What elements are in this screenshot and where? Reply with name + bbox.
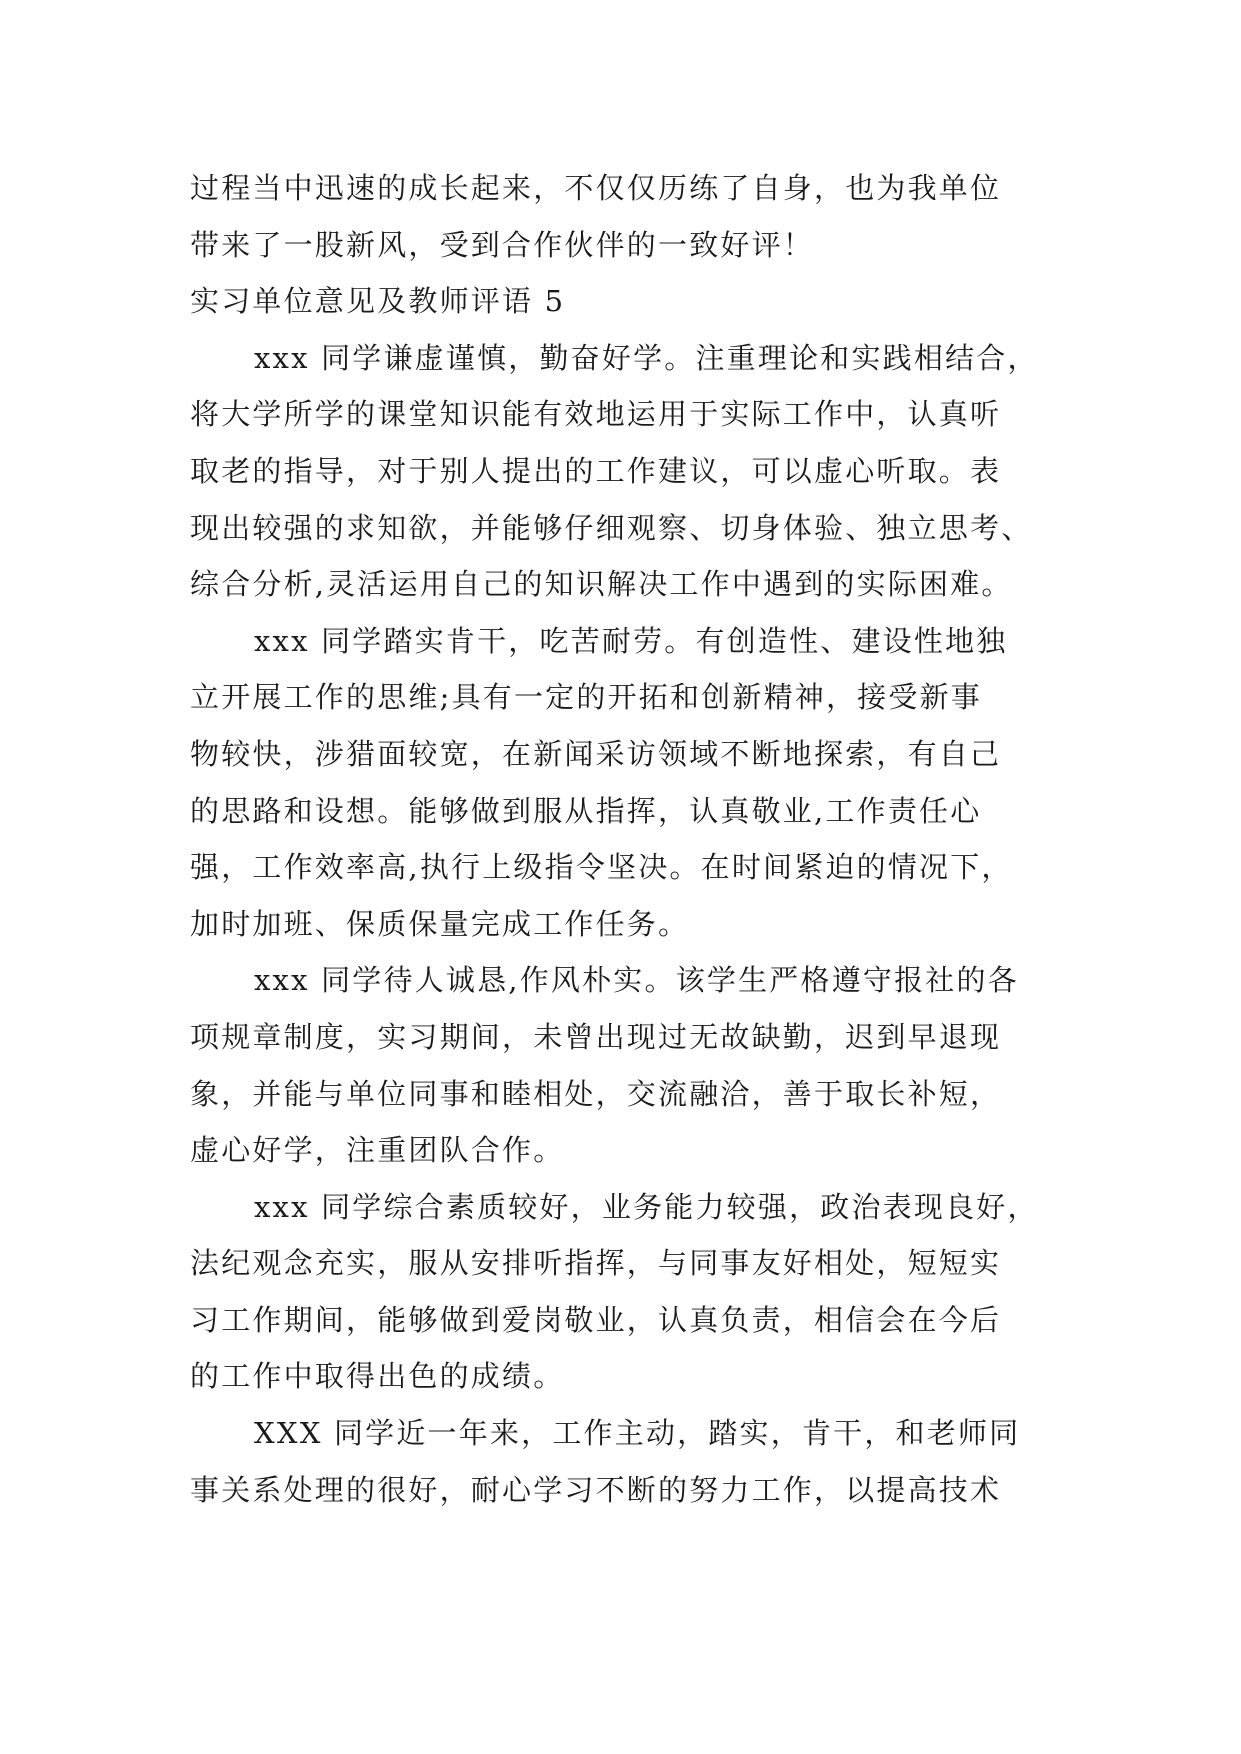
paragraph-first-line: xxx 同学谦虚谨慎，勤奋好学。注重理论和实践相结合， (254, 340, 1039, 375)
section-heading: 实习单位意见及教师评语 5 (190, 284, 566, 319)
text-line: 加时加班、保质保量完成工作任务。 (190, 906, 690, 941)
text-line: 象，并能与单位同事和睦相处，交流融洽，善于取长补短， (190, 1076, 1002, 1111)
text-line: 综合分析,灵活运用自己的知识解决工作中遇到的实际困难。 (190, 567, 1013, 602)
paragraph-first-line: xxx 同学踏实肯干，吃苦耐劳。有创造性、建设性地独 (254, 623, 1008, 658)
text-line: 强，工作效率高,执行上级指令坚决。在时间紧迫的情况下， (190, 850, 1013, 885)
text-line: 的工作中取得出色的成绩。 (190, 1359, 565, 1394)
text-line: 过程当中迅速的成长起来，不仅仅历练了自身，也为我单位 (190, 171, 1002, 205)
text-line: 物较快，涉猎面较宽，在新闻采访领域不断地探索，有自己 (190, 736, 1002, 771)
text-line: 取老的指导，对于别人提出的工作建议，可以虚心听取。表 (190, 453, 1002, 488)
text-line: 虚心好学，注重团队合作。 (190, 1133, 565, 1168)
text-line: 将大学所学的课堂知识能有效地运用于实际工作中，认真听 (190, 397, 1002, 432)
text-line: 立开展工作的思维;具有一定的开拓和创新精神，接受新事 (190, 680, 982, 715)
text-line: 法纪观念充实，服从安排听指挥，与同事友好相处，短短实 (190, 1246, 1002, 1281)
paragraph-first-line: xxx 同学待人诚恳,作风朴实。该学生严格遵守报社的各 (254, 963, 1019, 998)
text-line: 项规章制度，实习期间，未曾出现过无故缺勤，迟到早退现 (190, 1019, 1002, 1054)
text-line: 现出较强的求知欲，并能够仔细观察、切身体验、独立思考、 (190, 510, 1033, 545)
text-line: 习工作期间，能够做到爱岗敬业，认真负责，相信会在今后 (190, 1302, 1002, 1337)
text-line: 事关系处理的很好，耐心学习不断的努力工作，以提高技术 (190, 1472, 1002, 1507)
text-line: 的思路和设想。能够做到服从指挥，认真敬业,工作责任心 (190, 793, 982, 828)
document-body (190, 160, 1050, 1518)
paragraph-first-line: xxx 同学综合素质较好，业务能力较强，政治表现良好， (254, 1189, 1039, 1224)
paragraph-first-line: XXX 同学近一年来，工作主动，踏实，肯干，和老师同 (254, 1416, 1021, 1451)
text-line: 带来了一股新风，受到合作伙伴的一致好评！ (190, 227, 815, 262)
